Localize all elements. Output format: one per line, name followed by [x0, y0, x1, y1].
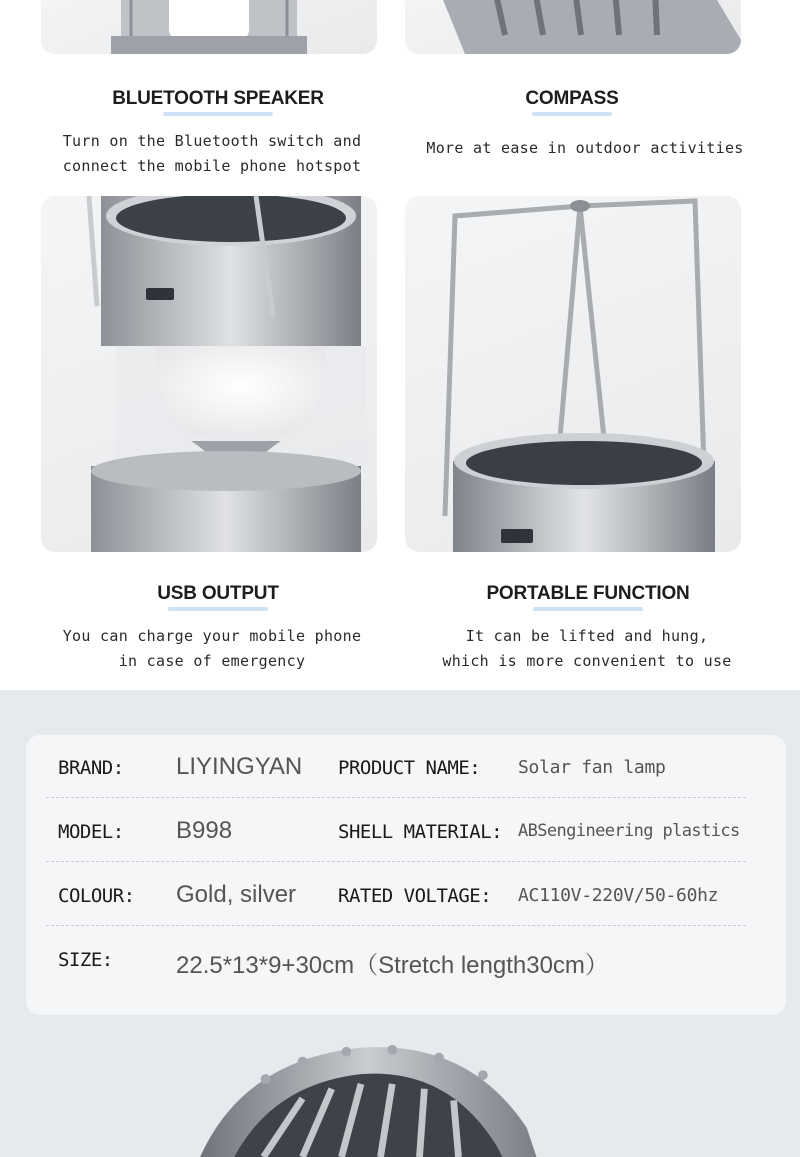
fan-bottom-illustration: [0, 1040, 800, 1157]
colour-value: Gold, silver: [176, 881, 297, 908]
product-name-value: Solar fan lamp: [518, 757, 666, 778]
model-value: B998: [176, 817, 233, 844]
feature-desc-bluetooth: Turn on the Bluetooth switch and connect the mobile phone hotspot: [62, 132, 362, 175]
brand-value: LIYINGYAN: [176, 753, 303, 780]
specifications-card: [26, 735, 786, 1015]
spec-row-size: [46, 927, 746, 990]
feature-title-compass: COMPASS: [392, 88, 752, 110]
brand-label: BRAND:: [58, 757, 124, 779]
portable-image: [405, 196, 741, 552]
feature-title-bluetooth: BLUETOOTH SPEAKER: [38, 88, 398, 110]
product-name-label: PRODUCT NAME:: [338, 757, 481, 779]
feature-desc-usb-output: You can charge your mobile phone in case of emergency: [62, 627, 362, 670]
spec-row-model: [46, 799, 746, 862]
lantern-handle-illustration: [405, 196, 741, 552]
feature-title-portable: PORTABLE FUNCTION: [408, 583, 768, 605]
rated-voltage-value: AC110V-220V/50-60hz: [518, 885, 719, 906]
model-label: MODEL:: [58, 821, 124, 843]
rated-voltage-label: RATED VOLTAGE:: [338, 885, 492, 907]
spec-row-colour: [46, 863, 746, 926]
fan-top-image-right: [405, 0, 741, 54]
shell-material-value: ABSengineering plastics: [518, 821, 740, 841]
feature-desc-compass: More at ease in outdoor activities: [426, 139, 744, 157]
colour-label: COLOUR:: [58, 885, 135, 907]
shell-material-label: SHELL MATERIAL:: [338, 821, 503, 843]
size-label: SIZE:: [58, 949, 113, 971]
feature-title-usb-output: USB OUTPUT: [38, 583, 398, 605]
lamp-illustration: [41, 0, 377, 54]
feature-desc-portable: It can be lifted and hung, which is more convenient to use: [442, 627, 732, 670]
usb-output-image: [41, 196, 377, 552]
fan-illustration: [405, 0, 741, 54]
size-value: 22.5*13*9+30cm（Stretch length30cm）: [176, 952, 609, 979]
lamp-top-image-left: [41, 0, 377, 54]
specifications-section: [0, 690, 800, 1157]
spec-row-brand: [46, 735, 746, 798]
lantern-usb-illustration: [41, 196, 377, 552]
